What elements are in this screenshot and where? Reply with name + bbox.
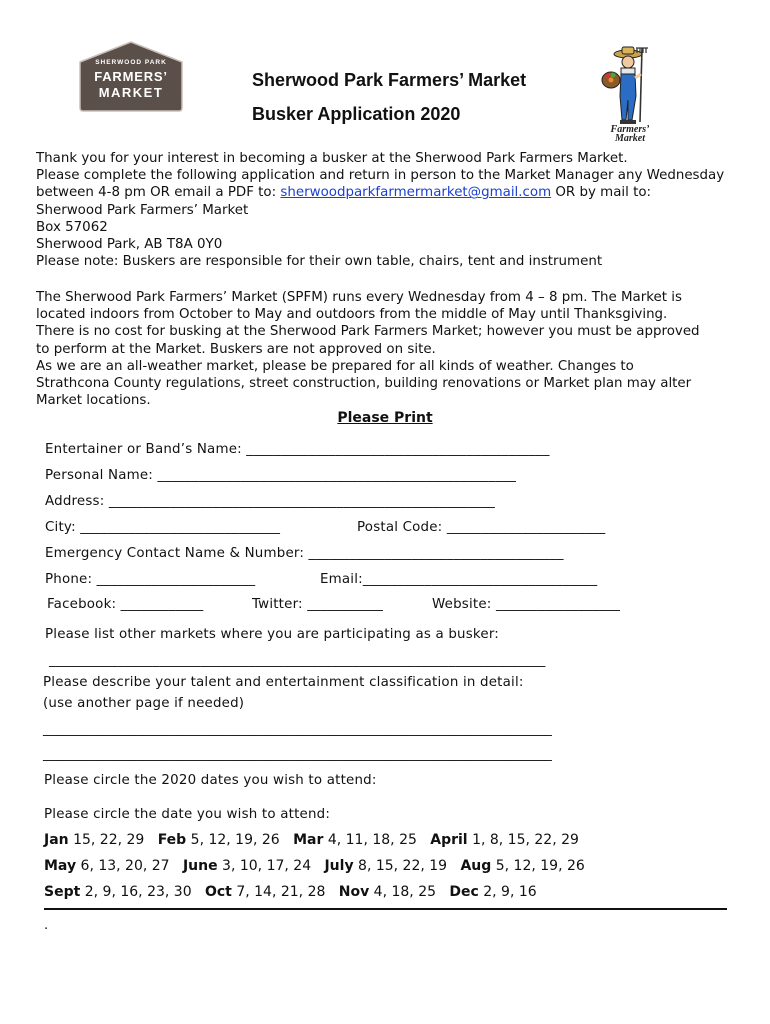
please-print-heading: Please Print [337,410,433,426]
month-july[interactable]: July 8, 15, 22, 19 [324,858,448,874]
logo-text-market: MARKET [98,85,164,100]
document-subtitle: Busker Application 2020 [252,104,461,124]
about-line-1: The Sherwood Park Farmers’ Market (SPFM) runs every Wednesday from 4 – 8 pm. The Market is [36,290,682,305]
about-line-4: to perform at the Market. Buskers are not approved on site. [36,341,436,357]
about-line-2: located indoors from October to May and outdoors from the middle of May until Thanksgiving. [36,307,668,323]
footer-mark: . [44,918,49,933]
email-field[interactable]: Email:__________________________________ [320,572,598,587]
month-feb[interactable]: Feb 5, 12, 19, 26 [157,832,280,848]
personal-name-field[interactable]: Personal Name: ____________________________________________________ [45,468,517,483]
about-line-5: As we are an all-weather market, please be prepared for all kinds of weather. Changes to [36,358,634,374]
month-june[interactable]: June 3, 10, 17, 24 [182,858,312,874]
other-markets-question: Please list other markets where you are participating as a busker: [45,627,500,642]
circle-2020-instruction: Please circle the 2020 dates you wish to attend: [44,773,377,788]
phone-field[interactable]: Phone: _______________________ [45,572,256,587]
mail-address-line-3: Sherwood Park, AB T8A 0Y0 [36,237,223,253]
please-note-line: Please note: Buskers are responsible for their own table, chairs, tent and instrument [36,254,603,270]
month-jan[interactable]: Jan 15, 22, 29 [44,832,145,848]
bottom-divider [44,908,727,910]
intro-line-3a: between 4-8 pm OR email a PDF to: [36,185,281,201]
email-link[interactable]: sherwoodparkfarmermarket@gmail.com [280,185,552,201]
intro-section [36,150,736,270]
dates-row-2 [44,858,585,874]
twitter-field[interactable]: Twitter: ___________ [252,597,384,612]
postal-code-field[interactable]: Postal Code: _______________________ [357,520,606,535]
talent-note: (use another page if needed) [43,696,245,711]
talent-question: Please describe your talent and entertainment classification in detail: [43,675,524,690]
farmer-mascot-logo [592,44,672,144]
address-field[interactable]: Address: ________________________________________________________ [45,494,496,509]
facebook-field[interactable]: Facebook: ____________ [47,597,204,612]
mail-address-line-2: Box 57062 [36,219,108,235]
month-oct[interactable]: Oct 7, 14, 21, 28 [204,884,326,900]
month-nov[interactable]: Nov 4, 18, 25 [338,884,437,900]
intro-line-1: Thank you for your interest in becoming a busker at the Sherwood Park Farmers Market. [36,151,628,166]
month-aug[interactable]: Aug 5, 12, 19, 26 [460,858,585,874]
logo-text-farmers: FARMERS’ [94,69,168,84]
sherwood-park-farmers-market-logo [76,40,186,112]
about-line-3: There is no cost for busking at the Sherwood Park Farmers Market; however you must be approved [36,324,700,340]
dates-row-1 [44,832,579,848]
about-section [36,289,736,409]
month-dec[interactable]: Dec 2, 9, 16 [449,884,537,900]
entertainer-name-field[interactable]: Entertainer or Band’s Name: ____________________________________________ [45,442,550,457]
other-markets-line[interactable]: ________________________________________________________________________ [49,653,546,668]
dates-row-3 [44,884,537,900]
logo-text-sherwood-park: SHERWOOD PARK [95,59,167,66]
month-may[interactable]: May 6, 13, 20, 27 [44,858,170,874]
logo-right-line2: Market [615,133,645,144]
intro-line-3 [36,184,736,201]
document-title: Sherwood Park Farmers’ Market [252,70,527,90]
month-april[interactable]: April 1, 8, 15, 22, 29 [430,832,579,848]
mail-address-line-1: Sherwood Park Farmers’ Market [36,202,249,218]
emergency-contact-field[interactable]: Emergency Contact Name & Number: _____________________________________ [45,546,564,561]
about-line-6: Strathcona County regulations, street construction, building renovations or Market plan may alter [36,376,692,392]
month-sept[interactable]: Sept 2, 9, 16, 23, 30 [44,884,192,900]
intro-line-2: Please complete the following application and return in person to the Market Manager any Wednesday [36,168,725,184]
logo-right-line1: Farmers’ [610,124,650,135]
intro-line-3b: OR by mail to: [551,185,652,201]
talent-line-2[interactable]: ____________________________________________________________________________ [43,747,552,762]
city-field[interactable]: City: _____________________________ [45,520,281,535]
talent-line-1[interactable]: ____________________________________________________________________________ [43,722,552,737]
month-mar[interactable]: Mar 4, 11, 18, 25 [293,832,417,848]
about-line-7: Market locations. [36,393,151,409]
circle-date-instruction: Please circle the date you wish to attend: [44,807,331,822]
website-field[interactable]: Website: __________________ [432,597,621,612]
